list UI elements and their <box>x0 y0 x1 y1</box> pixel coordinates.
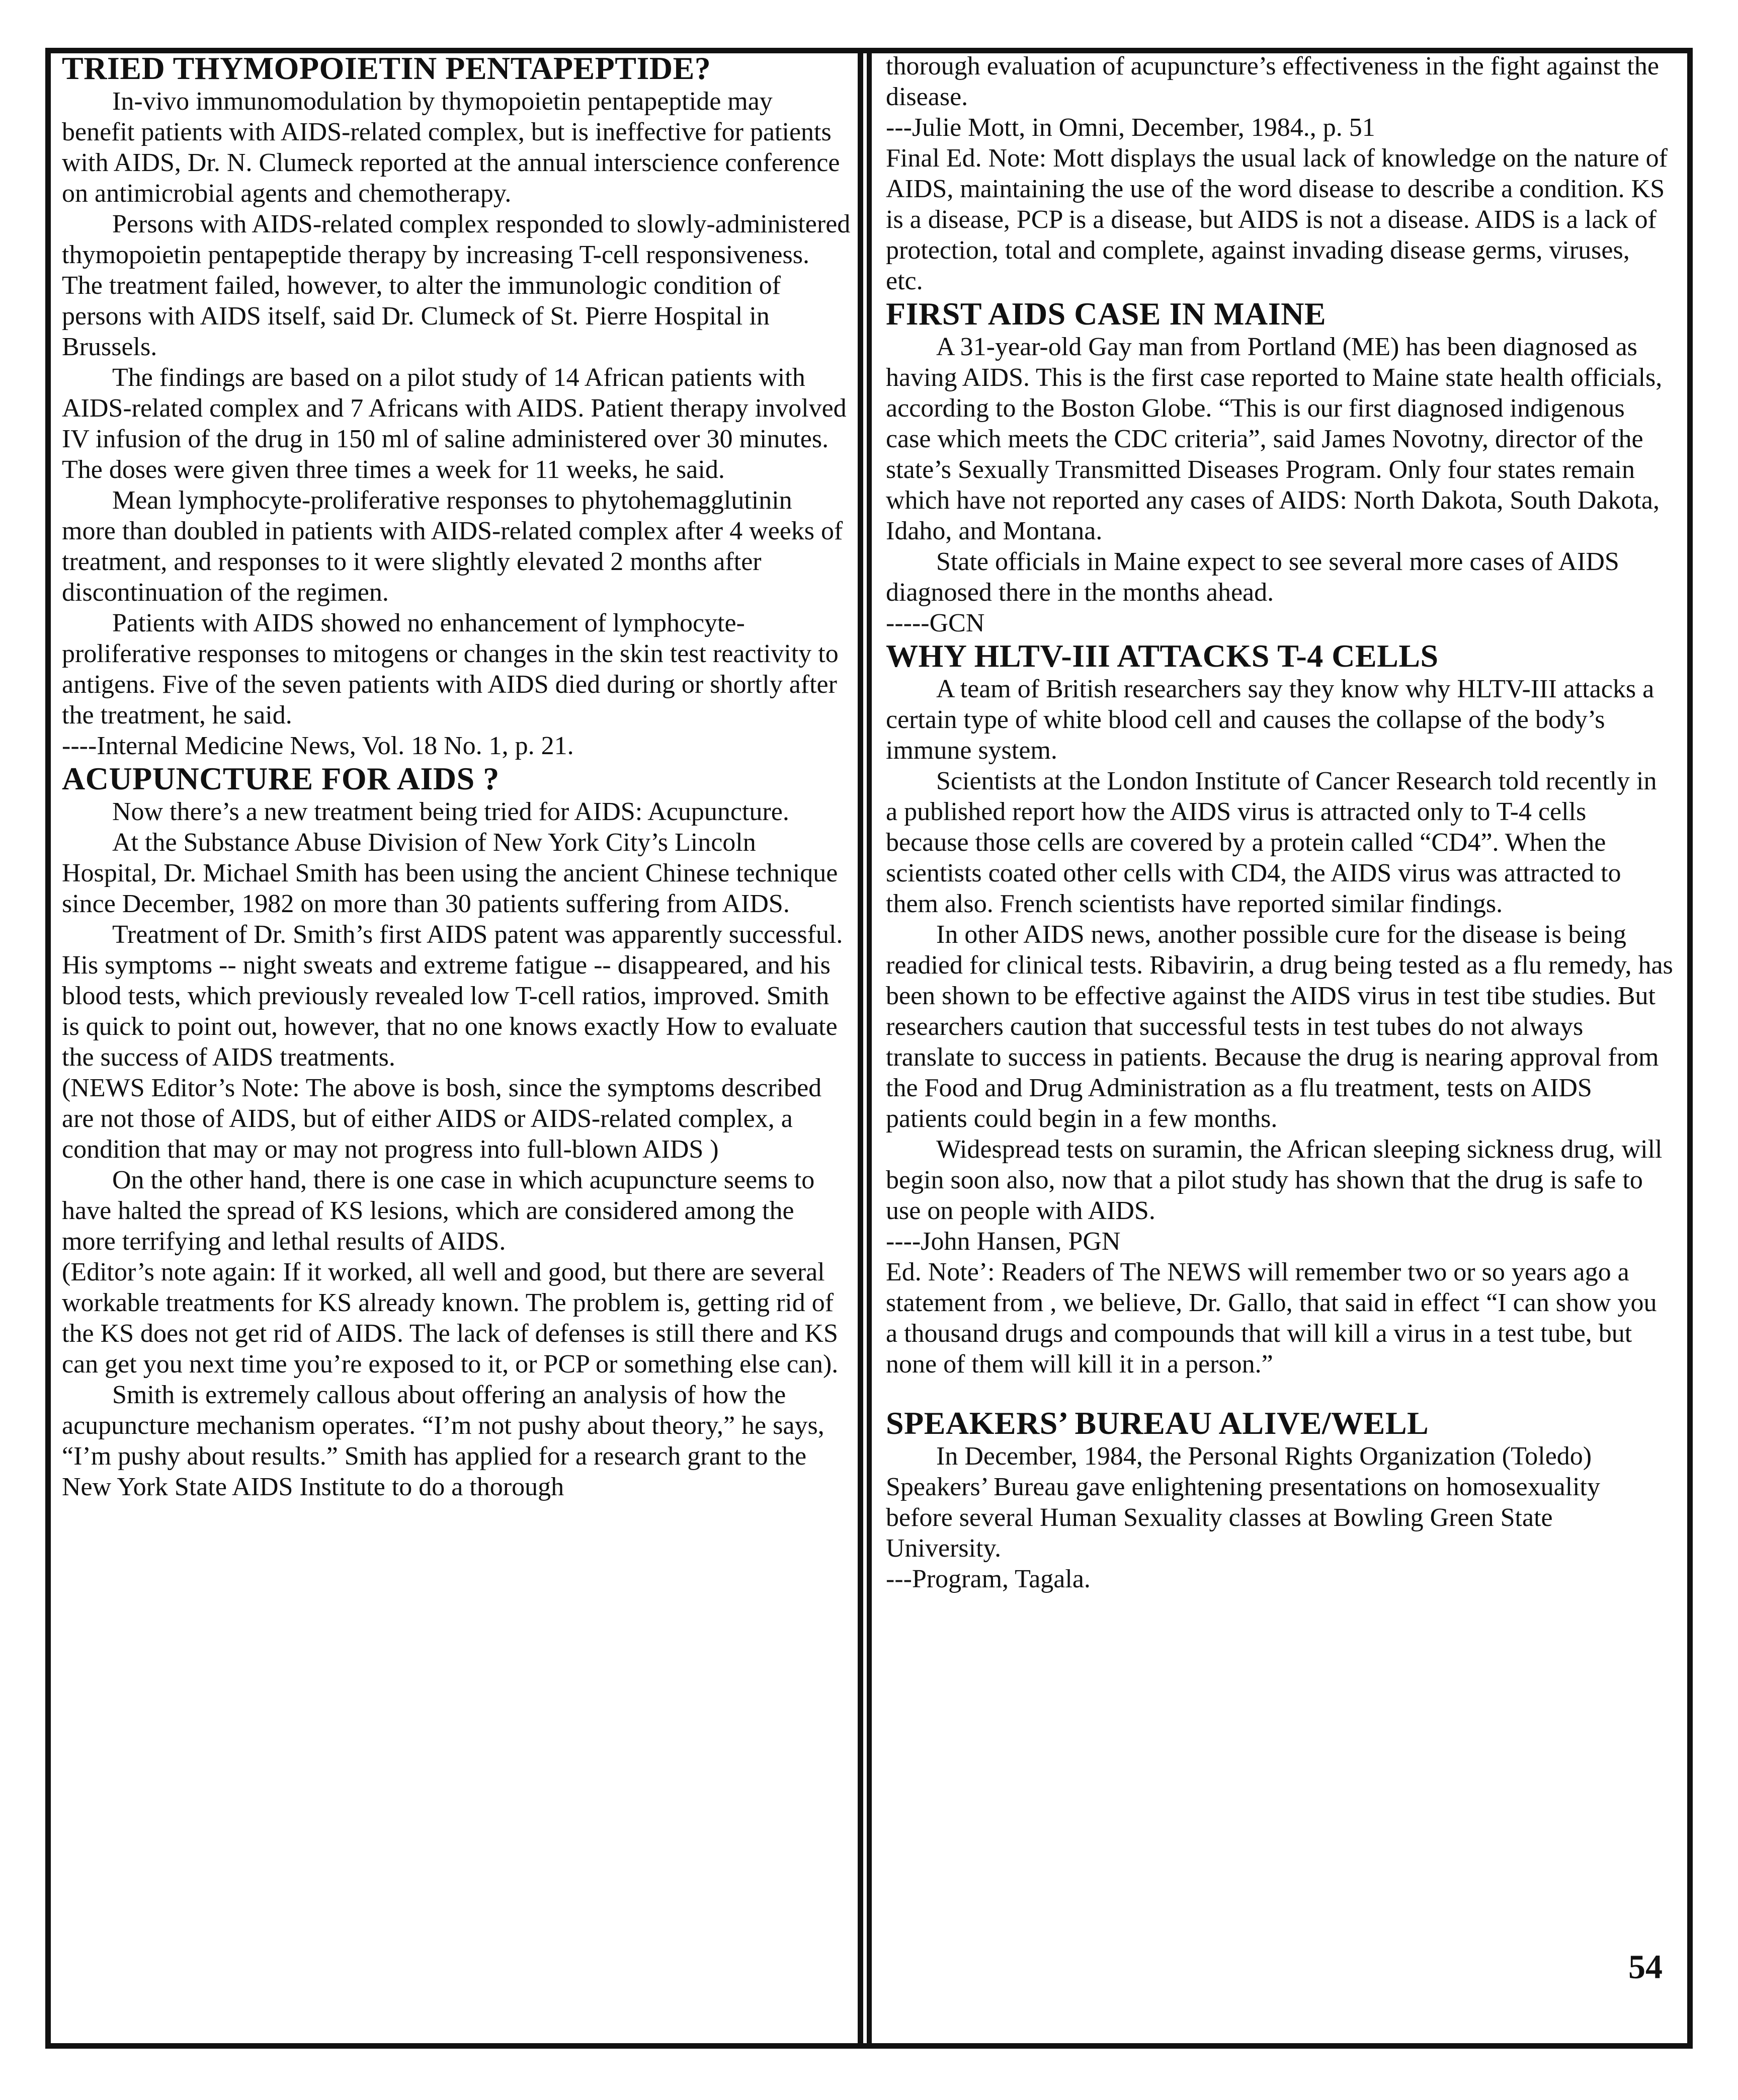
paragraph: thorough evaluation of acupuncture’s effectiveness in the fight against the disease. <box>886 52 1659 111</box>
left-column <box>51 48 863 2049</box>
article-speakers-bureau <box>886 1406 1673 1594</box>
paragraph: Smith is extremely callous about offering an analysis of how the acupuncture mechanism operates. “I’m not pushy about theory,” he says, “I’m pushy about results.” Smith has applied for a research grant to the New York State AIDS Institute to do a thorough <box>62 1381 824 1501</box>
article-maine <box>886 296 1673 638</box>
article-heading: ACUPUNCTURE FOR AIDS ? <box>62 761 500 796</box>
right-column <box>872 48 1687 2049</box>
paragraph: On the other hand, there is one case in which acupuncture seems to have halted the spread of KS lesions, which are considered among the more terrifying and lethal results of AIDS. <box>62 1166 815 1256</box>
spacer <box>886 1380 1673 1406</box>
paragraph: State officials in Maine expect to see several more cases of AIDS diagnosed there in the months ahead. <box>886 547 1619 607</box>
paragraph: In other AIDS news, another possible cure for the disease is being readied for clinical tests. Ribavirin, a drug being tested as a flu remedy, has been shown to be effective against the AIDS virus in test tibe studies. But researchers caution that successful tests in test tubes do not always translate to success in patients. Because the drug is nearing approval from the Food and Drug Administration as a flu treatment, tests on AIDS patients could begin in a few months. <box>886 920 1673 1133</box>
paragraph: Scientists at the London Institute of Cancer Research told recently in a published report how the AIDS virus is attracted only to T-4 cells because those cells are covered by a protein called “CD4”. When the scientists coated other cells with CD4, the AIDS virus was attracted to them also. French scientists have reported similar findings. <box>886 767 1657 918</box>
article-heading: SPEAKERS’ BUREAU ALIVE/WELL <box>886 1405 1429 1441</box>
article-source: ----Internal Medicine News, Vol. 18 No. 1, p. 21. <box>62 732 574 760</box>
article-heading: TRIED THYMOPOIETIN PENTAPEPTIDE? <box>62 50 711 86</box>
article-thymopoietin <box>62 51 852 761</box>
paragraph: At the Substance Abuse Division of New York City’s Lincoln Hospital, Dr. Michael Smith has been using the ancient Chinese technique since December, 1982 on more than 30 patients suffering from AIDS. <box>62 828 838 918</box>
paragraph: Now there’s a new treatment being tried for AIDS: Acupuncture. <box>112 797 789 826</box>
paragraph: A 31-year-old Gay man from Portland (ME) has been diagnosed as having AIDS. This is the first case reported to Maine state health officials, according to the Boston Globe. “This is our first diagnosed indigenous case which meets the CDC criteria”, said James Novotny, director of the state’s Sexually Transmitted Diseases Program. Only four states remain which have not reported any cases of AIDS: North Dakota, South Dakota, Idaho, and Montana. <box>886 333 1663 545</box>
paragraph: Patients with AIDS showed no enhancement of lymphocyte-proliferative responses to mitogens or changes in the skin test reactivity to antigens. Five of the seven patients with AIDS died during or shortly after the treatment, he said. <box>62 609 839 730</box>
paragraph: Widespread tests on suramin, the African sleeping sickness drug, will begin soon also, now that a pilot study has shown that the drug is safe to use on people with AIDS. <box>886 1135 1663 1225</box>
article-source: ---Julie Mott, in Omni, December, 1984., p. 51 <box>886 113 1375 142</box>
article-acupuncture-continued <box>886 51 1673 296</box>
article-heading: WHY HLTV-III ATTACKS T-4 CELLS <box>886 638 1439 674</box>
article-acupuncture <box>62 761 852 1502</box>
article-heading: FIRST AIDS CASE IN MAINE <box>886 296 1327 332</box>
paragraph: The findings are based on a pilot study of 14 African patients with AIDS-related complex and 7 Africans with AIDS. Patient therapy involved IV infusion of the drug in 150 ml of saline administered over 30 minutes. The doses were given three times a week for 11 weeks, he said. <box>62 363 847 484</box>
article-source: ----John Hansen, PGN <box>886 1227 1121 1256</box>
article-hltv <box>886 638 1673 1380</box>
article-source: -----GCN <box>886 609 985 637</box>
column-divider-right-rule <box>867 48 872 2049</box>
paragraph: Treatment of Dr. Smith’s first AIDS patent was apparently successful. His symptoms -- night sweats and extreme fatigue -- disappeared, and his blood tests, which previously revealed low T-cell ratios, improved. Smith is quick to point out, however, that no one knows exactly How to evaluate the success of AIDS treatments. <box>62 920 843 1072</box>
page-number: 54 <box>1628 1948 1663 1986</box>
article-source: ---Program, Tagala. <box>886 1565 1091 1593</box>
paragraph: In-vivo immunomodulation by thymopoietin pentapeptide may benefit patients with AIDS-related complex, but is ineffective for patients with AIDS, Dr. N. Clumeck reported at the annual interscience conference on antimicrobial agents and chemotherapy. <box>62 87 840 208</box>
paragraph: Mean lymphocyte-proliferative responses to phytohemagglutinin more than doubled in patients with AIDS-related complex after 4 weeks of treatment, and responses to it were slightly elevated 2 months after discontinuation of the regimen. <box>62 486 843 607</box>
editor-note: Final Ed. Note: Mott displays the usual lack of knowledge on the nature of AIDS, maintaining the use of the word disease to describe a condition. KS is a disease, PCP is a disease, but AIDS is not a disease. AIDS is a lack of protection, total and complete, against invading disease germs, viruses, etc. <box>886 144 1668 295</box>
editor-note: (NEWS Editor’s Note: The above is bosh, since the symptoms described are not those of AIDS, but of either AIDS or AIDS-related complex, a condition that may or may not progress into full-blown AIDS ) <box>62 1074 822 1164</box>
paragraph: A team of British researchers say they know why HLTV-III attacks a certain type of white blood cell and causes the collapse of the body’s immune system. <box>886 675 1654 765</box>
paragraph: Persons with AIDS-related complex responded to slowly-administered thymopoietin pentapeptide therapy by increasing T-cell responsiveness. The treatment failed, however, to alter the immunologic condition of persons with AIDS itself, said Dr. Clumeck of St. Pierre Hospital in Brussels. <box>62 210 851 361</box>
paragraph: In December, 1984, the Personal Rights Organization (Toledo) Speakers’ Bureau gave enlightening presentations on homosexuality before several Human Sexuality classes at Bowling Green State University. <box>886 1442 1600 1563</box>
editor-note: Ed. Note’: Readers of The NEWS will remember two or so years ago a statement from , we believe, Dr. Gallo, that said in effect “I can show you a thousand drugs and compounds that will kill a virus in a test tube, but none of them will kill it in a person.” <box>886 1258 1657 1379</box>
editor-note: (Editor’s note again: If it worked, all well and good, but there are several workable treatments for KS already known. The problem is, getting rid of the KS does not get rid of AIDS. The lack of defenses is still there and KS can get you next time you’re exposed to it, or PCP or something else can). <box>62 1258 839 1379</box>
